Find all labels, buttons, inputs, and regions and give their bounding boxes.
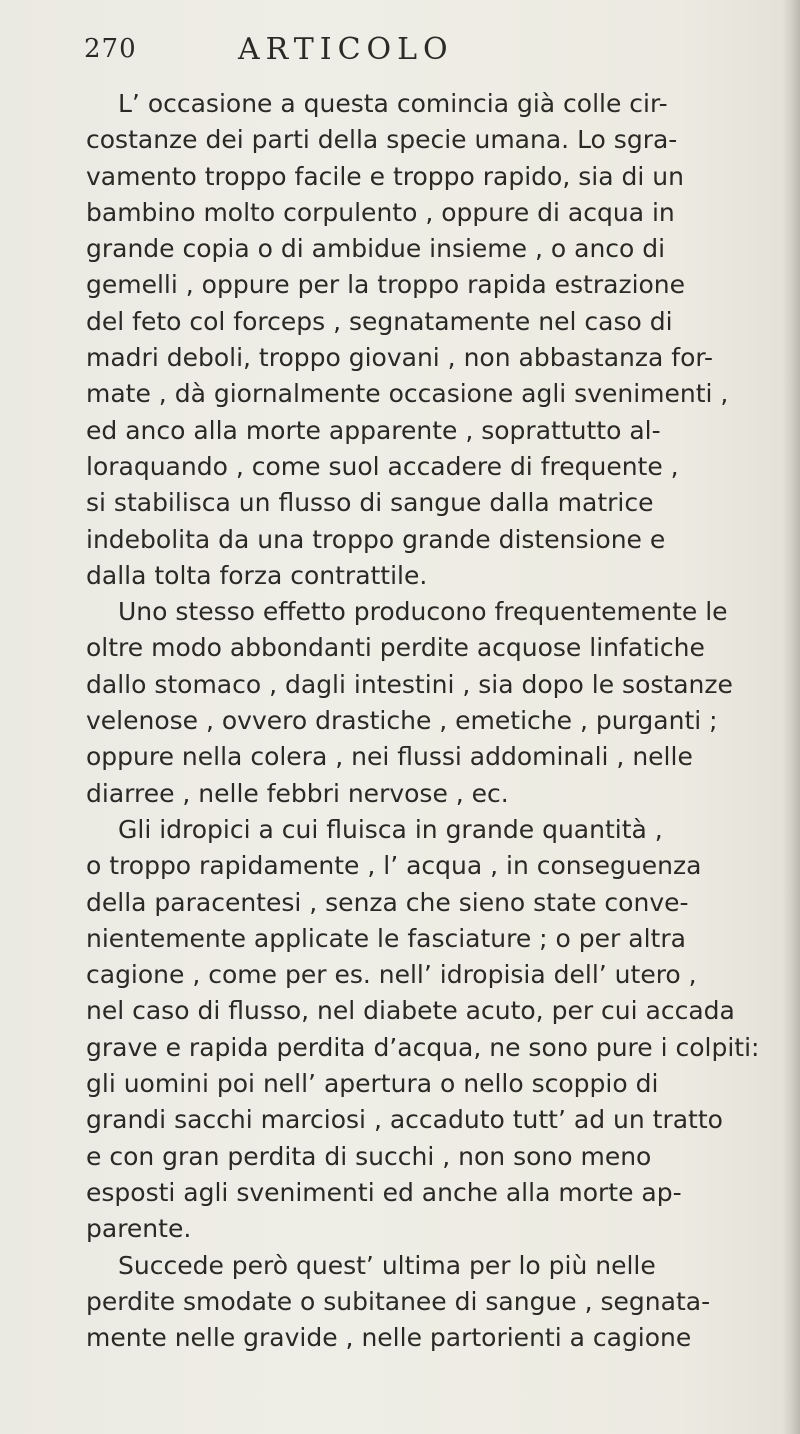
text-line: ed anco alla morte apparente , soprattutto al- [86,415,661,445]
text-line: vamento troppo facile e troppo rapido, sia di un [86,161,684,191]
text-line: Uno stesso effetto producono frequentemente le [118,597,728,627]
text-line: loraquando , come suol accadere di frequente , [86,451,679,481]
text-line: oppure nella colera , nei flussi addominali , nelle [86,742,693,772]
text-line: nientemente applicate le fasciature ; o per altra [86,923,686,953]
text-line: dalla tolta forza contrattile. [86,560,428,590]
text-line: Gli idropici a cui fluisca in grande quantità , [118,814,663,844]
text-line: nel caso di flusso, nel diabete acuto, per cui accada [86,996,735,1026]
text-line: cagione , come per es. nell’ idropisia dell’ utero , [86,960,697,990]
text-line: mate , dà giornalmente occasione agli svenimenti , [86,379,729,409]
text-line: e con gran perdita di succhi , non sono meno [86,1141,652,1171]
page-header [84,32,744,72]
text-line: o troppo rapidamente , l’ acqua , in conseguenza [86,851,702,881]
text-line: grave e rapida perdita d’acqua, ne sono pure i colpiti: [86,1032,760,1062]
text-line: velenose , ovvero drastiche , emetiche , purganti ; [86,706,718,736]
text-line: perdite smodate o subitanee di sangue , segnata- [86,1286,711,1316]
text-line: della paracentesi , senza che sieno state conve- [86,887,689,917]
text-line: costanze dei parti della specie umana. Lo sgra- [86,125,678,155]
text-line: indebolita da una troppo grande distensione e [86,524,666,554]
running-head: ARTICOLO [238,32,454,67]
text-line: grandi sacchi marciosi , accaduto tutt’ ad un tratto [86,1105,723,1135]
text-line: esposti agli svenimenti ed anche alla morte ap- [86,1177,682,1207]
binding-shadow [782,0,800,1434]
body-text [86,86,776,1356]
text-line: del feto col forceps , segnatamente nel caso di [86,306,673,336]
text-line: L’ occasione a questa comincia già colle cir- [118,89,668,118]
text-line: bambino molto corpulento , oppure di acqua in [86,197,675,227]
text-line: parente. [86,1214,192,1244]
text-line: mente nelle gravide , nelle partorienti a cagione [86,1323,692,1353]
text-line: diarree , nelle febbri nervose , ec. [86,778,509,808]
text-line: madri deboli, troppo giovani , non abbastanza for- [86,343,714,373]
text-line: si stabilisca un flusso di sangue dalla matrice [86,488,654,518]
text-line: gli uomini poi nell’ apertura o nello scoppio di [86,1069,659,1099]
text-line: dallo stomaco , dagli intestini , sia dopo le sostanze [86,669,733,699]
text-line: oltre modo abbondanti perdite acquose linfatiche [86,633,705,663]
text-line: grande copia o di ambidue insieme , o anco di [86,234,666,264]
text-line: Succede però quest’ ultima per lo più nelle [118,1250,656,1280]
text-line: gemelli , oppure per la troppo rapida estrazione [86,270,686,300]
page-number: 270 [84,34,137,64]
